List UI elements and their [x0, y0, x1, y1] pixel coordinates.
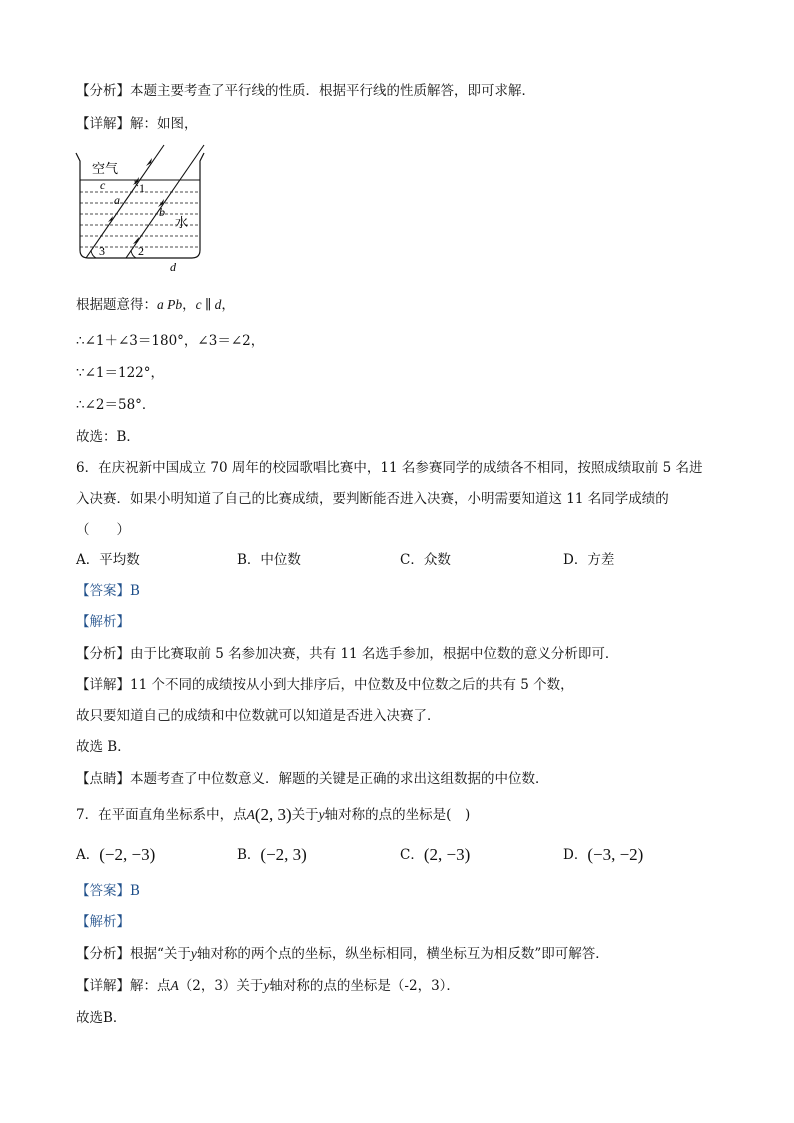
q7-analysis: 【分析】根据“关于y轴对称的两个点的坐标，纵坐标相同，横坐标互为相反数”即可解答． — [76, 946, 609, 962]
q6-choice: 故选 B． — [76, 739, 131, 755]
q7-answer: 【答案】B — [76, 883, 140, 899]
q7-option-b: B．(−2, 3) — [237, 845, 307, 864]
q6-option-c: C．众数 — [400, 552, 451, 568]
label-d: d — [170, 260, 176, 274]
q5-therefore-1: ∴∠1＋∠3＝180°，∠3＝∠2， — [76, 333, 265, 349]
q5-therefore-2: ∴∠2＝58°． — [76, 397, 156, 413]
q6-explain-heading: 【解析】 — [76, 614, 130, 630]
q6-stem-line-1: 6．在庆祝新中国成立 70 周年的校园歌唱比赛中，11 名参赛同学的成绩各不相同，按照成绩取前 5 名进 — [76, 460, 703, 476]
q6-comment: 【点睛】本题考查了中位数意义．解题的关键是正确的求出这组数据的中位数． — [76, 771, 549, 787]
q6-option-a: A．平均数 — [76, 552, 140, 568]
q6-stem-line-3: （ ） — [76, 522, 130, 538]
q6-option-b: B．中位数 — [237, 552, 301, 568]
label-c: c — [100, 178, 106, 192]
q7-detail: 【详解】解：点A（2，3）关于y轴对称的点的坐标是（-2，3）． — [76, 978, 460, 994]
beaker-figure — [72, 140, 212, 275]
q5-because: ∵∠1＝122°， — [76, 365, 165, 381]
label-angle-1: 1 — [139, 181, 145, 195]
q5-choice: 故选：B． — [76, 429, 140, 445]
q6-stem-line-2: 入决赛．如果小明知道了自己的比赛成绩，要判断能否进入决赛，小明需要知道这 11 名同学成绩的 — [76, 491, 669, 507]
q6-detail-line-1: 【详解】11 个不同的成绩按从小到大排序后，中位数及中位数之后的共有 5 个数， — [76, 677, 574, 693]
label-angle-3: 3 — [99, 244, 105, 258]
q5-detail-intro: 【详解】解：如图， — [76, 116, 198, 132]
q7-options — [76, 846, 716, 868]
q7-choice: 故选B． — [76, 1010, 127, 1026]
q7-option-c: C．(2, −3) — [400, 845, 471, 864]
label-water: 水 — [175, 215, 189, 230]
q6-answer: 【答案】B — [76, 583, 140, 599]
label-angle-2: 2 — [138, 244, 144, 258]
label-a: a — [114, 193, 120, 207]
q6-options — [76, 551, 716, 571]
q5-given: 根据题意得：a Pb，c ∥ d， — [76, 297, 235, 313]
label-b: b — [159, 205, 165, 219]
q7-option-a: A．(−2, −3) — [76, 845, 156, 864]
q7-stem: 7．在平面直角坐标系中，点A(2, 3)关于y轴对称的点的坐标是( ) — [76, 805, 471, 824]
q7-explain-heading: 【解析】 — [76, 914, 130, 930]
label-air: 空气 — [92, 161, 119, 176]
q5-analysis: 【分析】本题主要考查了平行线的性质．根据平行线的性质解答，即可求解． — [76, 83, 535, 99]
q6-option-d: D．方差 — [563, 552, 615, 568]
q7-option-d: D．(−3, −2) — [563, 845, 644, 864]
q6-analysis: 【分析】由于比赛取前 5 名参加决赛，共有 11 名选手参加，根据中位数的意义分析即可． — [76, 646, 619, 662]
q6-detail-line-2: 故只要知道自己的成绩和中位数就可以知道是否进入决赛了． — [76, 708, 441, 724]
